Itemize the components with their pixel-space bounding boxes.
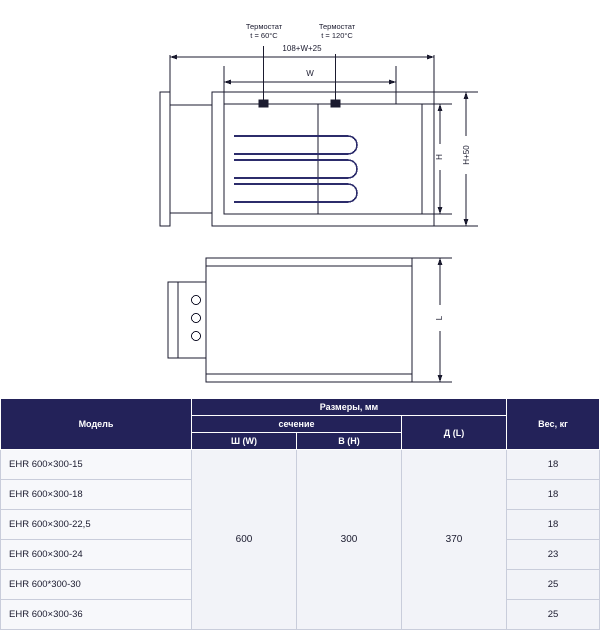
header-width: Ш (W): [192, 433, 297, 450]
thermostat-60-label: [228, 22, 300, 41]
control-box-flange: [168, 282, 178, 358]
thermostat-120-label-line2: t = 120°C: [321, 31, 353, 41]
dim-width-label: W: [297, 69, 323, 79]
cell-model: EHR 600×300-15: [1, 450, 192, 480]
header-model: Модель: [1, 399, 192, 450]
thermostat-60-label-line1: Термостат: [245, 22, 283, 31]
cell-length: 370: [402, 450, 507, 630]
thermostat-120-label: [300, 22, 374, 41]
side-view-bottom-flange: [206, 374, 412, 382]
thermostat-60-marker: [259, 100, 268, 107]
cell-model: EHR 600×300-36: [1, 600, 192, 630]
dim-height-label: H: [435, 144, 445, 170]
table-head: [1, 399, 600, 450]
header-dimensions: Размеры, мм: [192, 399, 507, 416]
table-body: [1, 450, 600, 630]
side-view-body: [206, 258, 412, 382]
header-section: сечение: [192, 416, 402, 433]
header-weight: Вес, кг: [507, 399, 600, 450]
dim-length: [412, 258, 452, 382]
thermostat-60-label-line2: t = 60°C: [250, 31, 278, 41]
dim-overall-top-label: 108+W+25: [265, 44, 339, 54]
cell-model: EHR 600×300-24: [1, 540, 192, 570]
heater-chamber: [224, 104, 422, 214]
header-length: Д (L): [402, 416, 507, 450]
thermostat-120-label-line1: Термостат: [318, 22, 356, 31]
cell-weight: 18: [507, 450, 600, 480]
thermostat-120-marker: [331, 100, 340, 107]
dim-height-plus-label: H+50: [462, 136, 472, 174]
cell-width: 600: [192, 450, 297, 630]
specification-table: [0, 398, 600, 630]
left-flange: [160, 92, 170, 226]
dim-length-label: L: [435, 305, 445, 331]
table-head-row-1: [1, 399, 600, 416]
table-row: [1, 450, 600, 480]
cell-model: EHR 600×300-18: [1, 480, 192, 510]
cell-model: EHR 600×300-22,5: [1, 510, 192, 540]
cell-height: 300: [297, 450, 402, 630]
cell-weight: 25: [507, 570, 600, 600]
cell-model: EHR 600*300-30: [1, 570, 192, 600]
cell-weight: 25: [507, 600, 600, 630]
cell-weight: 23: [507, 540, 600, 570]
side-view-top-flange: [206, 258, 412, 266]
cell-weight: 18: [507, 480, 600, 510]
cell-weight: 18: [507, 510, 600, 540]
header-height: В (Н): [297, 433, 402, 450]
specification-table-wrap: [0, 398, 600, 620]
inlet-spigot: [170, 105, 212, 213]
